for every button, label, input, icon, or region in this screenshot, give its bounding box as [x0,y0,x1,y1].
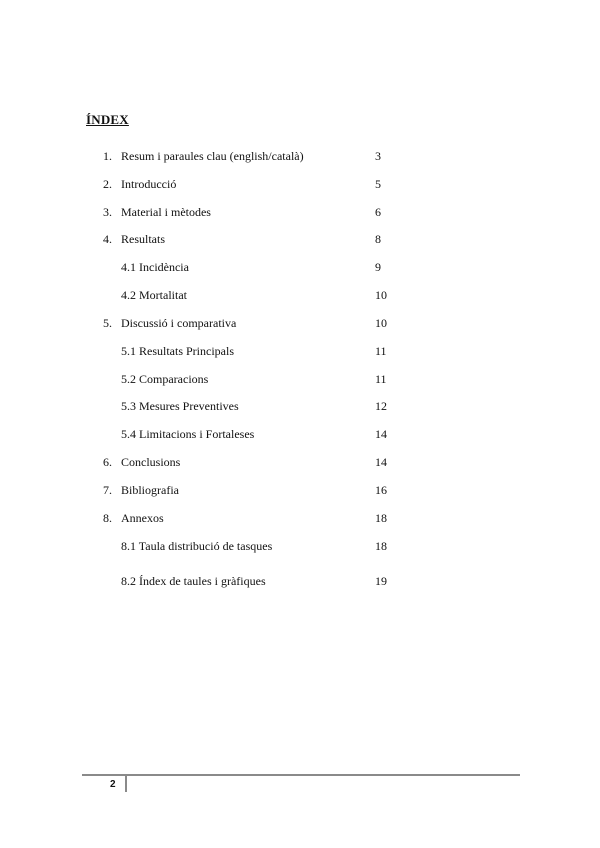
toc-entry-label: Resultats [121,232,165,246]
toc-entry-page: 9 [375,260,381,274]
toc-subentry-label: 5.1 Resultats Principals [121,344,234,358]
toc-entry-label: Bibliografia [121,483,179,497]
toc-entry-page: 5 [375,177,381,191]
toc-subentry-label: 8.2 Índex de taules i gràfiques [121,574,266,588]
toc-entry-number: 4. [103,232,112,246]
toc-entry-page: 14 [375,455,387,469]
toc-entry-number: 1. [103,149,112,163]
toc-entry-label: Introducció [121,177,177,191]
toc-subentry-label: 4.1 Incidència [121,260,189,274]
toc-subentry-label: 5.3 Mesures Preventives [121,399,239,413]
toc-entry [96,314,396,332]
toc-entry-number: 7. [103,483,112,497]
toc-entry [96,509,396,527]
toc-subentry-label: 5.2 Comparacions [121,372,209,386]
toc-entry [96,175,396,193]
toc-subentry-label: 4.2 Mortalitat [121,288,187,302]
toc-entry-number: 8. [103,511,112,525]
toc-entry-label: Resum i paraules clau (english/català) [121,149,304,163]
footer-divider [82,774,520,776]
toc-entry-page: 16 [375,483,387,497]
toc-entry [96,453,396,471]
toc-entry-label: Annexos [121,511,164,525]
toc-entry-label: Conclusions [121,455,181,469]
toc-entry-page: 6 [375,205,381,219]
toc-entry-page: 10 [375,316,387,330]
toc-entry [96,230,396,248]
toc-entry-number: 3. [103,205,112,219]
toc-entry-number: 2. [103,177,112,191]
toc-entry-page: 18 [375,539,387,553]
toc-entry-number: 6. [103,455,112,469]
toc-entry-page: 8 [375,232,381,246]
footer-page-number: 2 [110,779,116,790]
toc-entry [96,203,396,221]
toc-entry-page: 12 [375,399,387,413]
toc-entry-label: Material i mètodes [121,205,211,219]
toc-entry-page: 14 [375,427,387,441]
toc-subentry-label: 5.4 Limitacions i Fortaleses [121,427,255,441]
toc-entry-label: Discussió i comparativa [121,316,237,330]
footer-separator [125,776,127,792]
toc-subentry-label: 8.1 Taula distribució de tasques [121,539,273,553]
toc-entry-page: 18 [375,511,387,525]
toc-entry [96,481,396,499]
toc-entry-page: 10 [375,288,387,302]
toc-entry-page: 19 [375,574,387,588]
index-title: ÍNDEX [86,112,129,127]
toc-entry-page: 3 [375,149,381,163]
toc-entry-page: 11 [375,344,387,358]
toc-entry-number: 5. [103,316,112,330]
toc-entry-page: 11 [375,372,387,386]
toc-entry [96,147,396,165]
